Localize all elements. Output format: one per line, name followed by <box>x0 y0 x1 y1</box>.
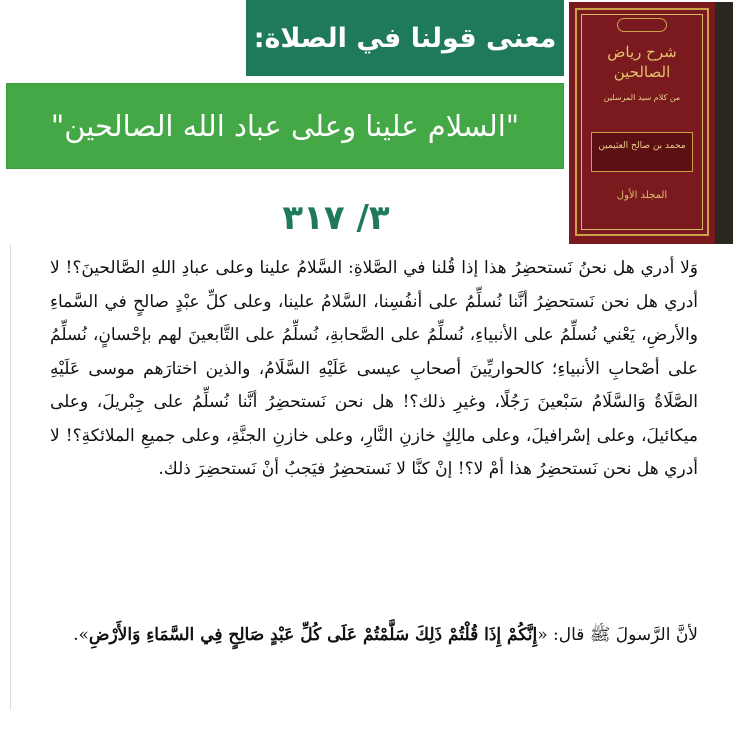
book-volume: المجلد الأول <box>616 190 668 201</box>
title-text: "السلام علينا وعلى عباد الله الصالحين" <box>50 109 520 143</box>
book-spine <box>715 2 733 244</box>
book-ornament <box>617 18 667 32</box>
book-author: محمد بن صالح العثيمين <box>598 141 686 151</box>
quote-end: ». <box>73 625 89 645</box>
page-reference: ٣/ ٣١٧ <box>282 198 390 238</box>
quote-intro: لأنَّ الرَّسولَ ﷺ قال: « <box>537 625 698 645</box>
banner-text: معنى قولنا في الصلاة: <box>253 22 557 54</box>
hadith-text: إِنَّكُمْ إِذَا قُلْتُمْ ذَلِكَ سَلَّمْتُمْ عَلَى كُلِّ عَبْدٍ صَالِحٍ فِي السَّمَاءِ وَالأَرْضِ <box>88 625 538 645</box>
book-subtitle: من كلام سيد المرسلين <box>603 93 681 102</box>
hadith-quote-paragraph <box>50 618 698 652</box>
book-cover-image <box>569 2 733 244</box>
title-bar <box>6 83 564 169</box>
book-author-box <box>591 132 693 172</box>
book-title: شرح رياض الصالحين <box>607 43 677 81</box>
header-banner <box>246 0 564 76</box>
body-passage: وَلا أدري هل نحنُ نَستحضِرُ هذا إذا قُلنا في الصَّلاةِ: السَّلامُ علينا وعلى عبادِ اللهِ الصَّالحينَ؟! لا أدري هل نحن نَستحضِرُ أنَّنا نُسلِّمُ على أنفُسِنا، السَّلامُ علينا، وعلى كلِّ عبْدٍ صالحٍ في السَّماءِ والأرضِ، يَعْني نُسلِّمُ على الأنبياءِ، نُسلِّمُ على الصَّحابةِ، نُسلِّمُ على التَّابعينَ لهم بإحْسانٍ، نُسلِّمُ على أصْحابِ الأنبياءِ؛ كالحواريِّينَ أصحابِ عيسى عَلَيْهِ السَّلَامُ، والذين اختارَهم موسى عَلَيْهِ الصَّلَاةُ وَالسَّلَامُ سَبْعينَ رَجُلًا، وغيرِ ذلك؟! هل نحن نَستحضِرُ أنَّنا نُسلِّمُ على جِبْريلَ، وعلى ميكائيلَ، وعلى إسْرافيلَ، وعلى مالِكٍ خازنِ النَّارِ، وعلى خازنِ الجنَّةِ، وعلى جميعِ الملائكةِ؟! لا أدري هل نحن نَستحضِرُ هذا أمْ لا؟! إنْ كنَّا لا نَستحضِرُ فيَجبُ أنْ نَستحضِرَ ذلك. <box>50 258 698 479</box>
